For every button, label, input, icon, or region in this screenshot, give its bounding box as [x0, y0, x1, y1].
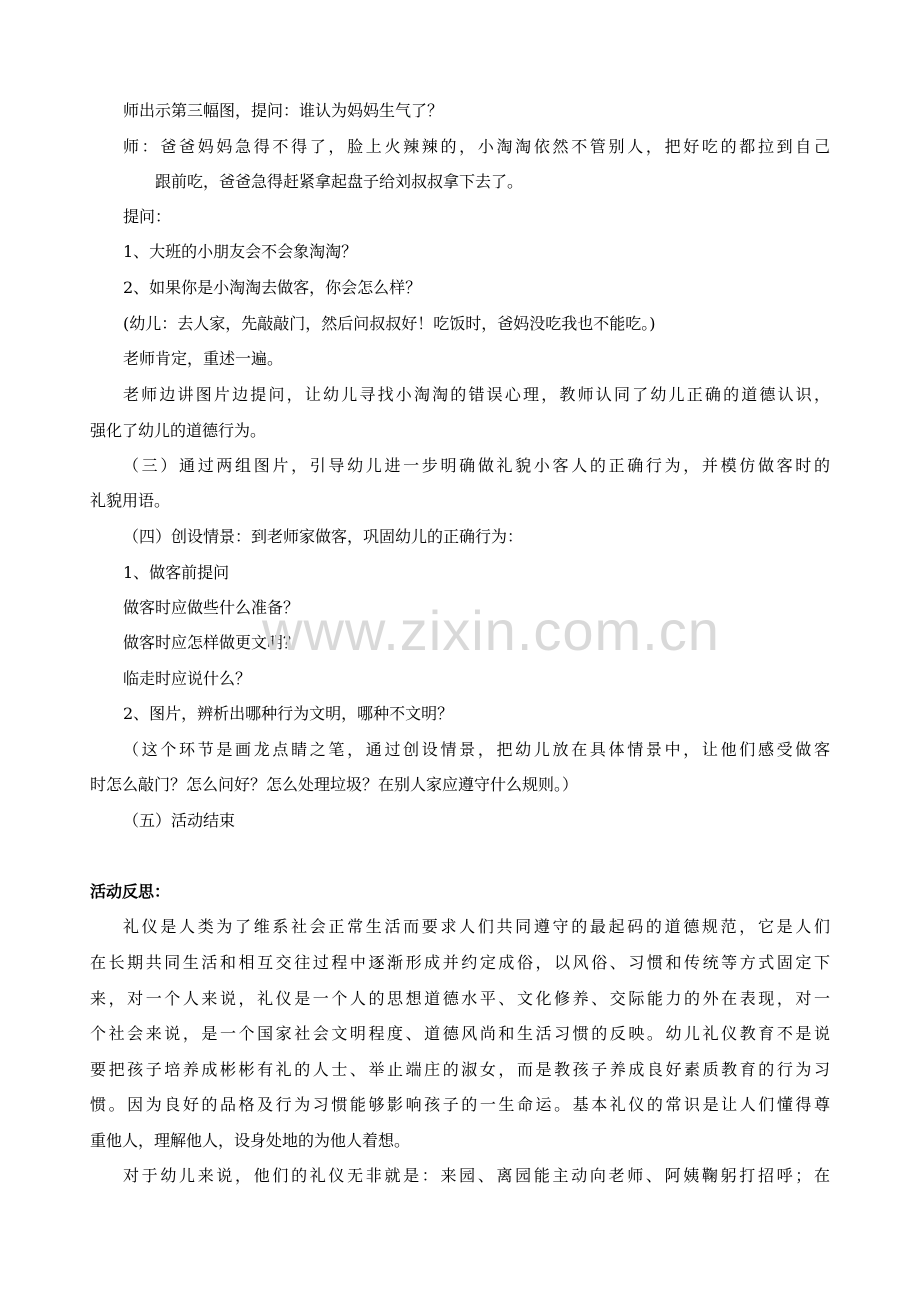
section-heading: （五）活动结束 — [123, 811, 236, 830]
paragraph-line: 礼仪是人类为了维系社会正常生活而要求人们共同遵守的最起码的道德规范，它是人们 — [123, 917, 830, 936]
section-heading: （三）通过两组图片，引导幼儿进一步明确做礼貌小客人的正确行为，并模仿做客时的 — [123, 456, 830, 475]
watermark: www.zixin.com.cn — [262, 599, 720, 662]
paragraph-line: 礼貌用语。 — [90, 491, 171, 510]
paragraph-line: 做客时应做些什么准备？ — [123, 598, 300, 617]
paragraph-line: 要把孩子培养成彬彬有礼的人士、举止端庄的淑女，而是教孩子养成良好素质教育的行为习 — [90, 1060, 830, 1079]
paragraph-line: (幼儿：去人家，先敲敲门，然后问叔叔好！吃饭时，爸妈没吃我也不能吃。) — [123, 314, 656, 333]
paragraph-line: 师出示第三幅图，提问：谁认为妈妈生气了？ — [123, 101, 444, 120]
paragraph-line: 提问： — [123, 207, 172, 226]
paragraph-line: 来，对一个人来说，礼仪是一个人的思想道德水平、文化修养、交际能力的外在表现，对一 — [90, 989, 830, 1008]
paragraph-line: 老师肯定，重述一遍。 — [123, 349, 284, 368]
paragraph-line: 重他人，理解他人，设身处地的为他人着想。 — [90, 1131, 411, 1150]
paragraph-line: 对于幼儿来说，他们的礼仪无非就是：来园、离园能主动向老师、阿姨鞠躬打招呼；在 — [123, 1166, 830, 1185]
list-item: 2、如果你是小淘淘去做客，你会怎么样？ — [123, 278, 422, 297]
paragraph-line: 在长期共同生活和相互交往过程中逐渐形成并约定成俗，以风俗、习惯和传统等方式固定下 — [90, 953, 830, 972]
paragraph-line: 强化了幼儿的道德行为。 — [90, 421, 267, 440]
section-heading: （四）创设情景：到老师家做客，巩固幼儿的正确行为： — [123, 527, 524, 546]
paragraph-line: 临走时应说什么？ — [123, 669, 252, 688]
paragraph-line: 跟前吃，爸爸急得赶紧拿起盘子给刘叔叔拿下去了。 — [155, 172, 524, 191]
paragraph-line: 师：爸爸妈妈急得不得了，脸上火辣辣的，小淘淘依然不管别人，把好吃的都拉到自己 — [123, 137, 830, 156]
paragraph-line: 老师边讲图片边提问，让幼儿寻找小淘淘的错误心理，教师认同了幼儿正确的道德认识， — [123, 385, 830, 404]
list-item: 1、大班的小朋友会不会象淘淘？ — [123, 242, 358, 261]
list-item: 2、图片，辨析出哪种行为文明，哪种不文明？ — [123, 704, 454, 723]
list-item: 1、做客前提问 — [123, 563, 230, 582]
paragraph-line: 个社会来说，是一个国家社会文明程度、道德风尚和生活习惯的反映。幼儿礼仪教育不是说 — [90, 1024, 830, 1043]
reflection-heading: 活动反思： — [90, 882, 171, 901]
paragraph-line: 做客时应怎样做更文明？ — [123, 633, 300, 652]
paragraph-line: 时怎么敲门？怎么问好？怎么处理垃圾？在别人家应遵守什么规则。） — [90, 775, 579, 794]
paragraph-line: 惯。因为良好的品格及行为习惯能够影响孩子的一生命运。基本礼仪的常识是让人们懂得尊 — [90, 1095, 830, 1114]
paragraph-line: （这个环节是画龙点睛之笔，通过创设情景，把幼儿放在具体情景中，让他们感受做客 — [123, 740, 830, 759]
